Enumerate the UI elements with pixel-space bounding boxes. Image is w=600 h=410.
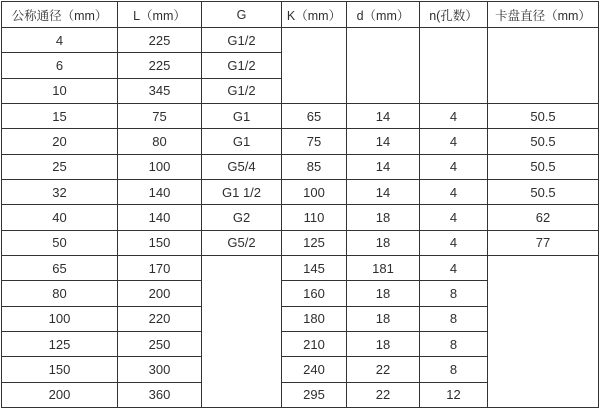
table-cell: G1/2 — [202, 78, 282, 103]
table-cell — [347, 28, 420, 104]
table-cell: 8 — [420, 306, 488, 331]
table-cell: 65 — [2, 255, 118, 280]
table-row — [2, 230, 599, 255]
table-cell: 210 — [282, 331, 347, 356]
table-row — [2, 103, 599, 128]
table-cell: 4 — [420, 230, 488, 255]
table-cell: 14 — [347, 129, 420, 154]
table-cell: 225 — [118, 53, 202, 78]
table-cell: 18 — [347, 230, 420, 255]
spec-table-head — [2, 2, 599, 28]
table-cell: 140 — [118, 179, 202, 204]
table-cell: G1 1/2 — [202, 179, 282, 204]
table-cell: G1 — [202, 129, 282, 154]
table-cell: 62 — [488, 205, 599, 230]
table-row — [2, 28, 599, 53]
column-header: 公称通径（mm） — [2, 2, 118, 28]
table-cell: 22 — [347, 357, 420, 382]
table-cell: 200 — [2, 382, 118, 407]
table-cell: 50 — [2, 230, 118, 255]
table-cell: 4 — [420, 154, 488, 179]
table-cell: 80 — [2, 281, 118, 306]
table-cell: 4 — [420, 103, 488, 128]
column-header: L（mm） — [118, 2, 202, 28]
table-cell: G1/2 — [202, 53, 282, 78]
table-cell: G1 — [202, 103, 282, 128]
table-cell — [420, 28, 488, 104]
column-header: d（mm） — [347, 2, 420, 28]
table-cell: 100 — [282, 179, 347, 204]
table-cell: 181 — [347, 255, 420, 280]
table-cell: 360 — [118, 382, 202, 407]
table-cell: G5/4 — [202, 154, 282, 179]
table-cell: 300 — [118, 357, 202, 382]
table-row — [2, 179, 599, 204]
spec-table-body — [2, 28, 599, 408]
table-cell: 4 — [420, 129, 488, 154]
spec-table — [1, 1, 599, 408]
table-cell: 15 — [2, 103, 118, 128]
column-header: G — [202, 2, 282, 28]
table-cell: 150 — [118, 230, 202, 255]
table-cell: 50.5 — [488, 154, 599, 179]
table-cell — [488, 255, 599, 407]
table-row — [2, 255, 599, 280]
column-header: n(孔数） — [420, 2, 488, 28]
table-cell: 14 — [347, 103, 420, 128]
table-cell: 14 — [347, 154, 420, 179]
table-cell: 145 — [282, 255, 347, 280]
table-cell: 8 — [420, 357, 488, 382]
table-cell: G1/2 — [202, 28, 282, 53]
table-cell: 18 — [347, 205, 420, 230]
table-row — [2, 154, 599, 179]
table-cell: 160 — [282, 281, 347, 306]
table-cell: G2 — [202, 205, 282, 230]
table-cell: 4 — [420, 205, 488, 230]
table-cell: 225 — [118, 28, 202, 53]
table-cell: 32 — [2, 179, 118, 204]
table-cell: G5/2 — [202, 230, 282, 255]
table-cell: 4 — [420, 179, 488, 204]
table-cell: 10 — [2, 78, 118, 103]
table-cell: 140 — [118, 205, 202, 230]
table-cell: 85 — [282, 154, 347, 179]
table-cell: 18 — [347, 281, 420, 306]
table-cell: 22 — [347, 382, 420, 407]
table-cell — [488, 28, 599, 104]
table-cell: 75 — [282, 129, 347, 154]
table-cell: 240 — [282, 357, 347, 382]
table-cell: 8 — [420, 331, 488, 356]
table-cell: 125 — [2, 331, 118, 356]
header-row — [2, 2, 599, 28]
table-cell: 25 — [2, 154, 118, 179]
table-cell: 295 — [282, 382, 347, 407]
table-cell: 4 — [2, 28, 118, 53]
table-cell: 250 — [118, 331, 202, 356]
table-cell: 40 — [2, 205, 118, 230]
table-cell: 125 — [282, 230, 347, 255]
table-cell: 150 — [2, 357, 118, 382]
table-cell: 345 — [118, 78, 202, 103]
table-cell — [282, 28, 347, 104]
table-cell: 8 — [420, 281, 488, 306]
table-cell: 170 — [118, 255, 202, 280]
table-cell: 65 — [282, 103, 347, 128]
column-header: K（mm） — [282, 2, 347, 28]
table-cell: 80 — [118, 129, 202, 154]
table-cell: 75 — [118, 103, 202, 128]
table-cell: 180 — [282, 306, 347, 331]
table-cell: 100 — [2, 306, 118, 331]
table-cell: 50.5 — [488, 179, 599, 204]
table-row — [2, 205, 599, 230]
table-cell: 200 — [118, 281, 202, 306]
table-cell: 77 — [488, 230, 599, 255]
table-cell: 20 — [2, 129, 118, 154]
table-row — [2, 129, 599, 154]
table-cell — [202, 255, 282, 407]
table-cell: 220 — [118, 306, 202, 331]
table-cell: 12 — [420, 382, 488, 407]
table-cell: 100 — [118, 154, 202, 179]
table-cell: 18 — [347, 306, 420, 331]
table-cell: 50.5 — [488, 103, 599, 128]
table-cell: 14 — [347, 179, 420, 204]
table-cell: 50.5 — [488, 129, 599, 154]
table-cell: 18 — [347, 331, 420, 356]
table-cell: 6 — [2, 53, 118, 78]
table-cell: 4 — [420, 255, 488, 280]
table-cell: 110 — [282, 205, 347, 230]
column-header: 卡盘直径（mm） — [488, 2, 599, 28]
